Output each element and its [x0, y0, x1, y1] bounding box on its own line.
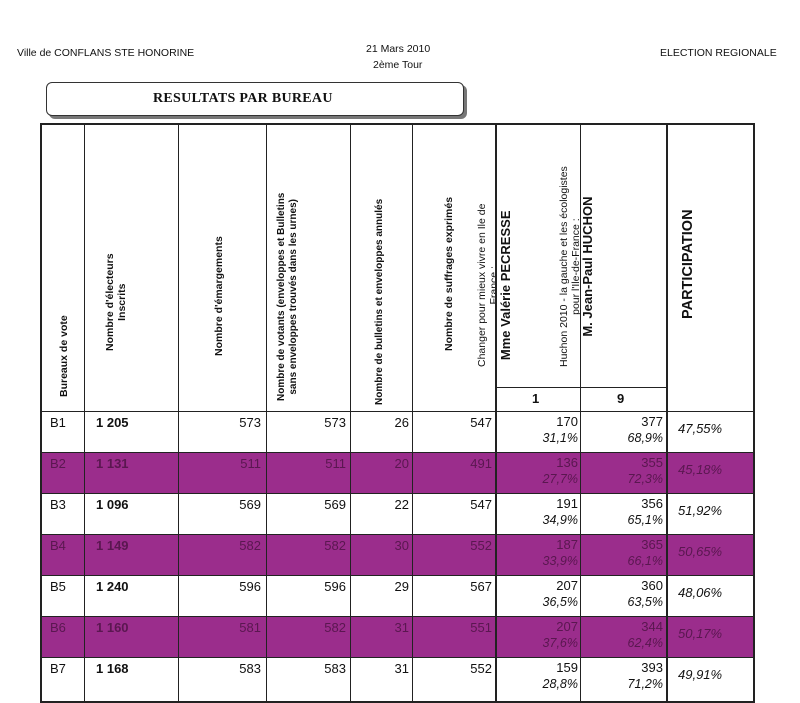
cell-annules: 22 [394, 497, 409, 512]
title-box [46, 82, 464, 116]
results-table [40, 123, 755, 703]
cell-votants: 573 [324, 415, 346, 430]
cell-votants: 596 [324, 579, 346, 594]
cell-votants: 569 [324, 497, 346, 512]
cell-cand1-votes: 191 [556, 496, 578, 511]
cell-annules: 31 [394, 620, 409, 635]
row-divider [42, 657, 753, 658]
page-title: RESULTATS PAR BUREAU [153, 91, 333, 106]
cell-cand2-votes: 356 [641, 496, 663, 511]
cell-cand2-votes: 365 [641, 537, 663, 552]
col-header-votants-line2: sans enveloppes trouvés dans les urnes) [288, 199, 299, 395]
col-divider [666, 125, 668, 701]
cell-participation: 49,91% [678, 667, 723, 682]
cell-annules: 31 [394, 661, 409, 676]
cell-cand1-votes: 159 [556, 660, 578, 675]
cand2-number: 9 [617, 391, 625, 406]
cell-cand2-pct: 71,2% [627, 677, 663, 691]
cell-cand1-pct: 34,9% [542, 513, 578, 527]
col-divider [84, 125, 85, 701]
cand2-line1: Huchon 2010 - la gauche et les écologistes [558, 166, 570, 367]
cell-bureau: B2 [50, 456, 66, 471]
cell-emargements: 581 [239, 620, 261, 635]
table-row [42, 616, 753, 657]
cell-exprimes: 552 [470, 661, 492, 676]
cand1-name: Mme Valérie PECRESSE [498, 210, 513, 361]
cell-cand1-pct: 27,7% [542, 472, 578, 486]
cell-bureau: B1 [50, 415, 66, 430]
cell-cand1-votes: 207 [556, 578, 578, 593]
cell-cand1-pct: 28,8% [542, 677, 578, 691]
cell-cand1-pct: 37,6% [542, 636, 578, 650]
cell-cand1-pct: 31,1% [542, 431, 578, 445]
header-election: ELECTION REGIONALE [660, 47, 777, 59]
header-date: 21 Mars 2010 [366, 43, 431, 55]
cell-exprimes: 567 [470, 579, 492, 594]
cell-annules: 30 [394, 538, 409, 553]
cell-participation: 50,65% [678, 544, 723, 559]
cand-number-divider-2 [580, 387, 666, 388]
cell-cand1-votes: 136 [556, 455, 578, 470]
cell-cand2-votes: 393 [641, 660, 663, 675]
col-header-inscrits [104, 253, 128, 351]
col-divider [412, 125, 413, 701]
col-header-votants-line1: Nombre de votants (enveloppes et Bulletins [276, 192, 287, 401]
cell-emargements: 511 [240, 456, 261, 471]
cell-annules: 29 [394, 579, 409, 594]
cell-inscrits: 1 168 [96, 661, 129, 676]
col-header-cand1 [476, 204, 512, 367]
cand2-line2: pour l'Ile-de-France : [570, 218, 582, 315]
cell-cand2-pct: 65,1% [627, 513, 663, 527]
cell-exprimes: 551 [470, 620, 492, 635]
cand1-line1: Changer pour mieux vivre en Ile de [476, 203, 488, 367]
row-divider [42, 534, 753, 535]
cell-votants: 582 [324, 538, 346, 553]
cell-exprimes: 552 [470, 538, 492, 553]
col-header-exprimes: Nombre de suffrages exprimés [443, 196, 455, 351]
cell-cand2-votes: 344 [641, 619, 663, 634]
cell-participation: 45,18% [678, 462, 723, 477]
table-row [42, 534, 753, 575]
row-divider [42, 575, 753, 576]
table-row [42, 657, 753, 698]
cell-cand2-pct: 66,1% [627, 554, 663, 568]
cell-cand1-pct: 33,9% [542, 554, 578, 568]
cell-exprimes: 547 [470, 415, 492, 430]
cell-inscrits: 1 131 [96, 456, 129, 471]
cell-cand2-pct: 68,9% [627, 431, 663, 445]
cell-bureau: B3 [50, 497, 66, 512]
cell-emargements: 583 [239, 661, 261, 676]
cell-emargements: 573 [239, 415, 261, 430]
cell-inscrits: 1 096 [96, 497, 129, 512]
cand2-name: M. Jean-Paul HUCHON [580, 196, 595, 337]
col-header-bureau: Bureaux de vote [58, 315, 70, 397]
cell-cand2-votes: 360 [641, 578, 663, 593]
cell-votants: 511 [325, 456, 346, 471]
row-divider [42, 452, 753, 453]
row-divider [42, 616, 753, 617]
col-divider [495, 125, 497, 701]
cell-bureau: B5 [50, 579, 66, 594]
cell-emargements: 569 [239, 497, 261, 512]
cell-inscrits: 1 240 [96, 579, 129, 594]
col-header-cand2 [558, 166, 594, 367]
cell-votants: 582 [324, 620, 346, 635]
cell-inscrits: 1 149 [96, 538, 129, 553]
cell-cand1-votes: 170 [556, 414, 578, 429]
table-row [42, 411, 753, 452]
cell-exprimes: 547 [470, 497, 492, 512]
cell-cand2-pct: 62,4% [627, 636, 663, 650]
cell-cand1-pct: 36,5% [542, 595, 578, 609]
cell-annules: 20 [394, 456, 409, 471]
cell-cand1-votes: 207 [556, 619, 578, 634]
cell-exprimes: 491 [470, 456, 492, 471]
row-divider [42, 493, 753, 494]
cell-cand1-votes: 187 [556, 537, 578, 552]
col-header-inscrits-line1: Nombre d'électeurs [104, 253, 116, 351]
cell-participation: 50,17% [678, 626, 723, 641]
cell-votants: 583 [324, 661, 346, 676]
cell-cand2-pct: 63,5% [627, 595, 663, 609]
cell-inscrits: 1 160 [96, 620, 129, 635]
cell-bureau: B7 [50, 661, 66, 676]
cand1-line2: France : [488, 266, 500, 305]
cell-participation: 51,92% [678, 503, 723, 518]
col-divider [350, 125, 351, 701]
header-city: Ville de CONFLANS STE HONORINE [17, 47, 195, 59]
table-row [42, 493, 753, 534]
header-tour: 2ème Tour [373, 59, 423, 71]
col-header-emargements: Nombre d'émargements [213, 236, 225, 356]
cell-cand2-pct: 72,3% [627, 472, 663, 486]
col-header-votants [276, 193, 300, 401]
col-header-annules: Nombre de bulletins et enveloppes annulés [374, 198, 385, 405]
cand-number-divider [495, 387, 580, 388]
cell-bureau: B6 [50, 620, 66, 635]
cell-cand2-votes: 377 [641, 414, 663, 429]
col-divider [580, 125, 581, 701]
cell-emargements: 596 [239, 579, 261, 594]
cand1-number: 1 [532, 391, 540, 406]
table-row [42, 575, 753, 616]
cell-participation: 48,06% [678, 585, 723, 600]
cell-participation: 47,55% [678, 421, 723, 436]
col-divider [178, 125, 179, 701]
table-row [42, 452, 753, 493]
cell-cand2-votes: 355 [641, 455, 663, 470]
cell-annules: 26 [394, 415, 409, 430]
col-divider [266, 125, 267, 701]
row-divider [42, 411, 753, 412]
cell-bureau: B4 [50, 538, 66, 553]
cell-emargements: 582 [239, 538, 261, 553]
col-header-participation: PARTICIPATION [680, 209, 696, 319]
table-header [42, 125, 753, 411]
col-header-inscrits-line2: Inscrits [116, 283, 128, 321]
cell-inscrits: 1 205 [96, 415, 129, 430]
